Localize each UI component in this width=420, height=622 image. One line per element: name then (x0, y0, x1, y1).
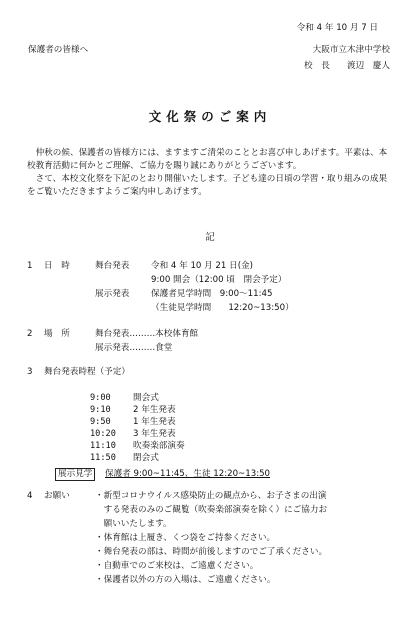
stage-label: 舞台発表 (95, 261, 130, 271)
exhibit-parent-time: 保護者見学時間 9:00～11:45 (151, 289, 273, 299)
request-item: ・新型コロナウイルス感染防止の観点から、お子さまの出演 (95, 491, 327, 501)
schedule-event: 1 年生発表 (133, 417, 176, 427)
intro-paragraph: 仲秋の候、保護者の皆様方には、ますますご清栄のこととお喜び申しあげます。平素は、本校教育活動に何かとご理解、ご協力を賜り誠にありがとうございます。 (27, 148, 388, 171)
place-exhibit: 展示発表………食堂 (95, 343, 173, 353)
section-label: 舞台発表時程（予定） (44, 367, 130, 377)
schedule-time: 10:20 (90, 429, 116, 439)
request-item: する発表のみのご観覧（吹奏楽部演奏を除く）にご協力お (95, 505, 328, 515)
request-item: ・自動車でのご来校は、ご遠慮ください。 (95, 561, 259, 571)
stage-time: 9:00 開会（12:00 頃 閉会予定） (151, 275, 287, 285)
schedule-time: 11:50 (90, 453, 116, 463)
section-label: 日 時 (44, 261, 70, 271)
schedule-event: 閉会式 (133, 453, 159, 463)
section-number: 4 (27, 491, 33, 501)
schedule-event: 吹奏楽部演奏 (133, 441, 185, 451)
letter-date: 令和 4 年 10 月 7 日 (296, 23, 378, 33)
school-name: 大阪市立木津中学校 (312, 45, 390, 55)
schedule-time: 9:10 (90, 405, 111, 415)
request-item: ・体育館は上履き、くつ袋をご持参ください。 (95, 533, 276, 543)
request-item: ・舞台発表の部は、時間が前後しますのでご了承ください。 (95, 547, 328, 557)
exhibit-box-label: 展示見学 (55, 468, 95, 481)
exhibit-student-time: （生徒見学時間 12:20~13:50） (151, 303, 294, 313)
intro-text (27, 147, 393, 199)
place-stage: 舞台発表………本校体育館 (95, 329, 199, 339)
page-title: 文化祭のご案内 (148, 109, 272, 124)
request-item: 願いいたします。 (95, 519, 172, 529)
schedule-event: 開会式 (133, 393, 159, 403)
principal-name: 校 長 渡辺 慶人 (304, 61, 390, 71)
section-number: 3 (27, 367, 33, 377)
section-label: お願い (44, 491, 70, 501)
schedule-time: 9:00 (90, 393, 111, 403)
section-number: 2 (27, 329, 33, 339)
ki-heading: 記 (205, 232, 215, 243)
section-number: 1 (27, 261, 33, 271)
addressee: 保護者の皆様へ (28, 45, 89, 55)
intro-paragraph: さて、本校文化祭を下記のとおり開催いたします。子ども達の日頃の学習・取り組みの成果をご覧いただきますようご案内申しあげます。 (27, 174, 388, 197)
schedule-event: 3 年生発表 (133, 429, 176, 439)
exhibit-box-text: 保護者 9:00~11:45、生徒 12:20~13:50 (105, 469, 271, 479)
stage-date: 令和 4 年 10 月 21 日(金) (151, 261, 253, 271)
schedule-time: 9:50 (90, 417, 111, 427)
exhibit-label: 展示発表 (95, 289, 130, 299)
request-item: ・保護者以外の方の入場は、ご遠慮ください。 (95, 575, 276, 585)
section-label: 場 所 (44, 329, 70, 339)
schedule-time: 11:10 (90, 441, 116, 451)
schedule-event: 2 年生発表 (133, 405, 176, 415)
